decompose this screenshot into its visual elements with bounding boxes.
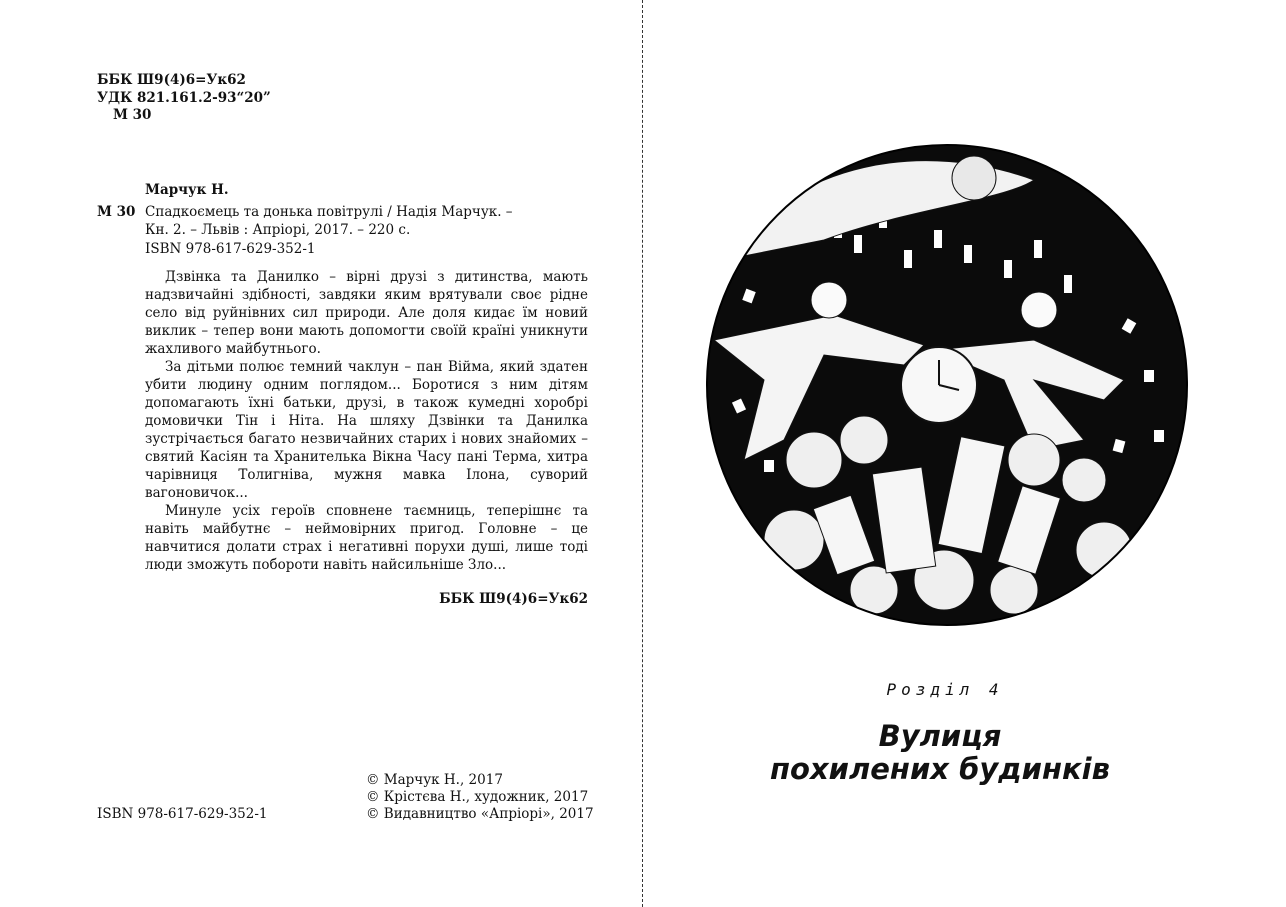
bibliographic-line-2: Кн. 2. – Львів : Апріорі, 2017. – 220 с. <box>145 222 411 238</box>
bbk-footer: ББК Ш9(4)6=Ук62 <box>439 591 588 607</box>
copyright-line: © Крістєва Н., художник, 2017 <box>366 789 589 805</box>
isbn-footer: ISBN 978-617-629-352-1 <box>97 806 268 822</box>
copyright-line: © Марчук Н., 2017 <box>366 772 503 788</box>
chapter-title-line: Вулиця <box>878 719 1002 753</box>
chapter-title-line: похилених будинків <box>770 752 1110 786</box>
author-mark-code: М 30 <box>97 204 136 220</box>
copyright-line: © Видавництво «Апріорі», 2017 <box>366 806 594 822</box>
author-heading: Марчук Н. <box>145 182 229 198</box>
annotation <box>145 268 588 574</box>
chapter-title <box>730 720 1150 786</box>
annotation-paragraph: Дзвінка та Данилко – вірні друзі з дитинства, мають надзвичайні здібності, завдяки яким врятували своє рідне село від руйнівних сил природи. Але доля кидає їм новий виклик – тепер вони мають допомогти своїй країні уникнути жахливого майбутнього. <box>145 269 588 357</box>
annotation-paragraph: За дітьми полює темний чаклун – пан Війма, який здатен убити людину одним поглядом... Боротися з ним дітям допомагають їхні батьки, друзі, в також кумедні хоробрі домовички Тін і Ніта. На шляху Дзвінки та Данилка зустрічається багато незвичайних старих і нових знайомих – святий Касіян та Хранителька Вікна Часу пані Терма, хитра чарівниця Толигніва, мужня мавка Ілона, суворий вагоновичок... <box>145 359 588 501</box>
chapter-label: Розділ 4 <box>886 680 1004 699</box>
page-fold-divider <box>642 0 643 907</box>
udk-code: УДК 821.161.2-93“20” <box>97 90 271 106</box>
isbn-line: ISBN 978-617-629-352-1 <box>145 241 316 257</box>
annotation-paragraph: Минуле усіх героїв сповнене таємниць, теперішнє та навіть майбутнє – неймовірних пригод. Головне – це навчитися долати страх і негативні поруxи душі, лише тоді люди зможуть побороти навіть найсильніше Зло... <box>145 503 588 573</box>
author-mark: М 30 <box>113 107 152 123</box>
bibliographic-line-1: Спадкоємець та донька повітрулі / Надія Марчук. – <box>145 204 513 220</box>
chapter-illustration <box>704 140 1190 630</box>
bbk-code: ББК Ш9(4)6=Ук62 <box>97 72 246 88</box>
